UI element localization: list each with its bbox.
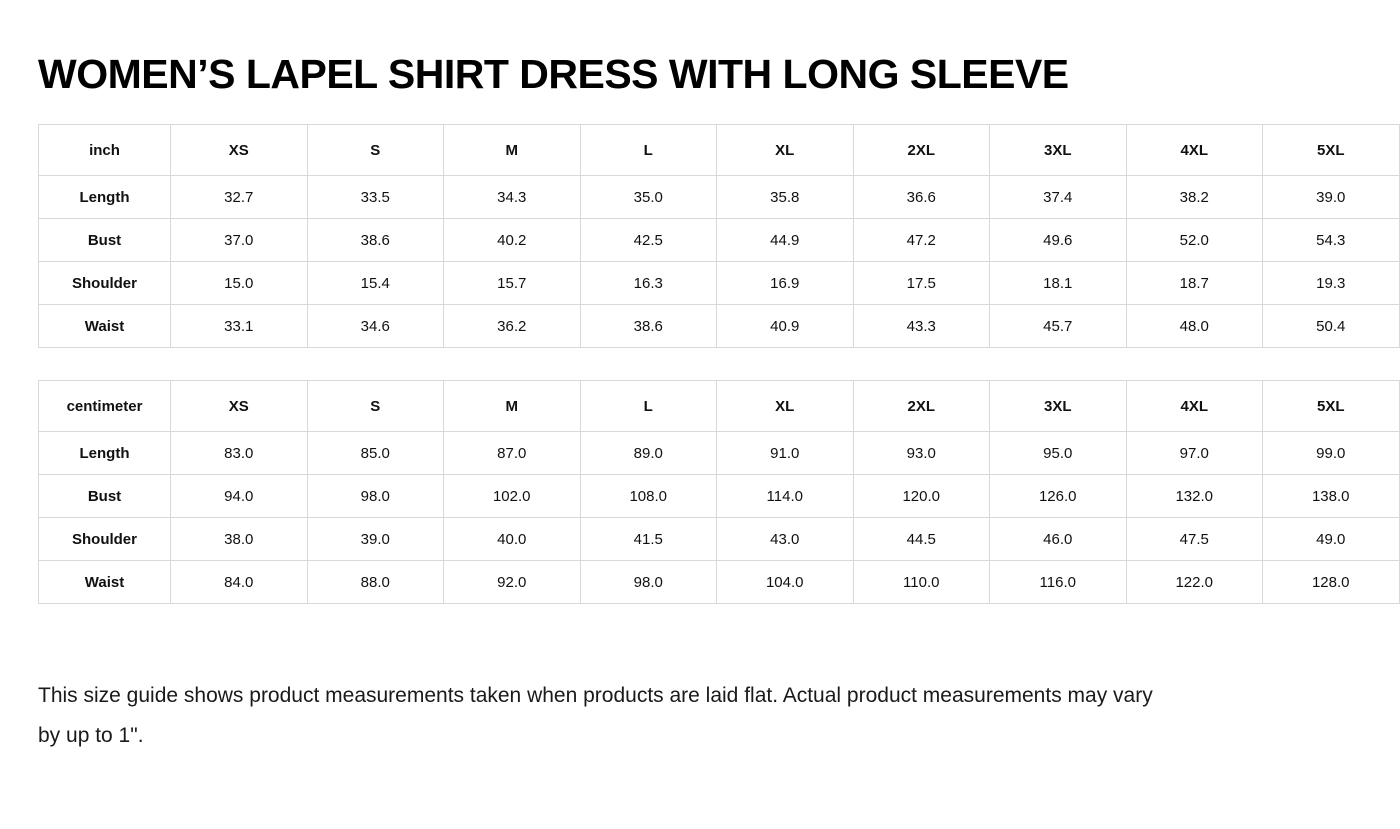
table-row xyxy=(39,475,1400,518)
row-label: Waist xyxy=(39,305,171,348)
size-header: L xyxy=(580,381,717,432)
size-header: 3XL xyxy=(990,381,1127,432)
cell: 19.3 xyxy=(1263,262,1400,305)
unit-label: centimeter xyxy=(39,381,171,432)
table-row xyxy=(39,518,1400,561)
unit-label: inch xyxy=(39,125,171,176)
size-header: XL xyxy=(717,125,854,176)
cell: 84.0 xyxy=(171,561,308,604)
cell: 34.6 xyxy=(307,305,444,348)
cell: 116.0 xyxy=(990,561,1127,604)
table-row xyxy=(39,262,1400,305)
cell: 42.5 xyxy=(580,219,717,262)
cell: 110.0 xyxy=(853,561,990,604)
cell: 46.0 xyxy=(990,518,1127,561)
cell: 114.0 xyxy=(717,475,854,518)
size-guide-note: This size guide shows product measurements taken when products are laid flat. Actual product measurements may vary by up to 1". xyxy=(38,684,1153,747)
cell: 50.4 xyxy=(1263,305,1400,348)
page-title: WOMEN’S LAPEL SHIRT DRESS WITH LONG SLEEVE xyxy=(38,51,1069,97)
size-header: 5XL xyxy=(1263,125,1400,176)
cell: 95.0 xyxy=(990,432,1127,475)
cell: 47.2 xyxy=(853,219,990,262)
size-header: 5XL xyxy=(1263,381,1400,432)
cell: 48.0 xyxy=(1126,305,1263,348)
table-row xyxy=(39,176,1400,219)
row-label: Length xyxy=(39,176,171,219)
cell: 38.2 xyxy=(1126,176,1263,219)
cell: 44.9 xyxy=(717,219,854,262)
cell: 40.0 xyxy=(444,518,581,561)
table-row xyxy=(39,219,1400,262)
cell: 102.0 xyxy=(444,475,581,518)
cell: 43.3 xyxy=(853,305,990,348)
cell: 18.1 xyxy=(990,262,1127,305)
size-header: 4XL xyxy=(1126,381,1263,432)
cell: 38.0 xyxy=(171,518,308,561)
cell: 98.0 xyxy=(307,475,444,518)
cell: 18.7 xyxy=(1126,262,1263,305)
cell: 17.5 xyxy=(853,262,990,305)
cell: 43.0 xyxy=(717,518,854,561)
cell: 40.2 xyxy=(444,219,581,262)
cell: 38.6 xyxy=(580,305,717,348)
size-header: S xyxy=(307,381,444,432)
cell: 36.6 xyxy=(853,176,990,219)
row-label: Shoulder xyxy=(39,518,171,561)
cell: 104.0 xyxy=(717,561,854,604)
cell: 37.0 xyxy=(171,219,308,262)
cell: 91.0 xyxy=(717,432,854,475)
cell: 83.0 xyxy=(171,432,308,475)
cell: 87.0 xyxy=(444,432,581,475)
cell: 138.0 xyxy=(1263,475,1400,518)
cell: 33.5 xyxy=(307,176,444,219)
cell: 15.4 xyxy=(307,262,444,305)
cell: 41.5 xyxy=(580,518,717,561)
row-label: Waist xyxy=(39,561,171,604)
cell: 15.0 xyxy=(171,262,308,305)
cell: 34.3 xyxy=(444,176,581,219)
cell: 128.0 xyxy=(1263,561,1400,604)
table-row xyxy=(39,561,1400,604)
table-row xyxy=(39,305,1400,348)
cell: 88.0 xyxy=(307,561,444,604)
row-label: Length xyxy=(39,432,171,475)
cell: 49.6 xyxy=(990,219,1127,262)
size-header: 3XL xyxy=(990,125,1127,176)
cell: 32.7 xyxy=(171,176,308,219)
cell: 38.6 xyxy=(307,219,444,262)
size-table-centimeter xyxy=(38,380,1400,604)
size-header: XL xyxy=(717,381,854,432)
cell: 15.7 xyxy=(444,262,581,305)
cell: 16.3 xyxy=(580,262,717,305)
cell: 89.0 xyxy=(580,432,717,475)
cell: 16.9 xyxy=(717,262,854,305)
size-header: M xyxy=(444,125,581,176)
cell: 37.4 xyxy=(990,176,1127,219)
size-header: 2XL xyxy=(853,125,990,176)
cell: 36.2 xyxy=(444,305,581,348)
row-label: Shoulder xyxy=(39,262,171,305)
table-header-row xyxy=(39,125,1400,176)
cell: 94.0 xyxy=(171,475,308,518)
cell: 93.0 xyxy=(853,432,990,475)
cell: 54.3 xyxy=(1263,219,1400,262)
cell: 39.0 xyxy=(1263,176,1400,219)
size-header: XS xyxy=(171,125,308,176)
cell: 35.8 xyxy=(717,176,854,219)
size-header: S xyxy=(307,125,444,176)
cell: 122.0 xyxy=(1126,561,1263,604)
size-header: M xyxy=(444,381,581,432)
cell: 92.0 xyxy=(444,561,581,604)
cell: 47.5 xyxy=(1126,518,1263,561)
cell: 132.0 xyxy=(1126,475,1263,518)
cell: 52.0 xyxy=(1126,219,1263,262)
cell: 99.0 xyxy=(1263,432,1400,475)
cell: 49.0 xyxy=(1263,518,1400,561)
size-header: 2XL xyxy=(853,381,990,432)
cell: 33.1 xyxy=(171,305,308,348)
cell: 35.0 xyxy=(580,176,717,219)
cell: 85.0 xyxy=(307,432,444,475)
cell: 108.0 xyxy=(580,475,717,518)
cell: 126.0 xyxy=(990,475,1127,518)
size-header: XS xyxy=(171,381,308,432)
row-label: Bust xyxy=(39,475,171,518)
cell: 44.5 xyxy=(853,518,990,561)
cell: 97.0 xyxy=(1126,432,1263,475)
cell: 120.0 xyxy=(853,475,990,518)
size-table-inch xyxy=(38,124,1400,348)
table-row xyxy=(39,432,1400,475)
cell: 45.7 xyxy=(990,305,1127,348)
table-header-row xyxy=(39,381,1400,432)
cell: 39.0 xyxy=(307,518,444,561)
row-label: Bust xyxy=(39,219,171,262)
size-header: L xyxy=(580,125,717,176)
size-header: 4XL xyxy=(1126,125,1263,176)
cell: 40.9 xyxy=(717,305,854,348)
cell: 98.0 xyxy=(580,561,717,604)
